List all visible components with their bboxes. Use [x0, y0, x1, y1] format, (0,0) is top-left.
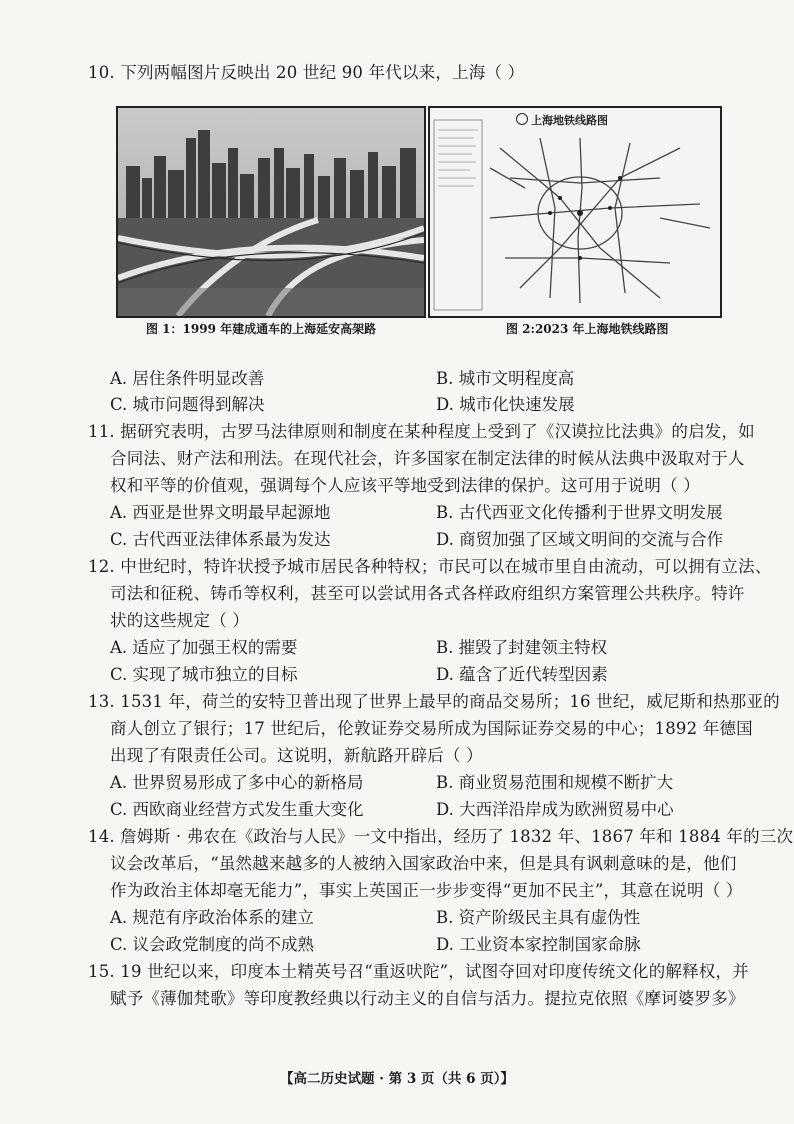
q13-option-d: D. 大西洋沿岸成为欧洲贸易中心 — [436, 800, 674, 819]
q10-option-a: A. 居住条件明显改善 — [110, 369, 265, 388]
q10-option-c: C. 城市问题得到解决 — [110, 395, 265, 414]
figure-2-caption: 图 2:2023 年上海地铁线路图 — [506, 322, 669, 336]
q12-option-d: D. 蕴含了近代转型因素 — [436, 665, 608, 684]
q14-option-a: A. 规范有序政治体系的建立 — [110, 908, 314, 927]
q12-stem-line-1: 12. 中世纪时，特许状授予城市居民各种特权；市民可以在城市里自由流动，可以拥有立法、 — [88, 557, 772, 576]
q15-stem-line-1: 15. 19 世纪以来，印度本土精英号召“重返吠陀”，试图夺回对印度传统文化的解释权，并 — [88, 962, 749, 981]
figure-1-elevated-road-photo — [116, 106, 426, 318]
q10-option-d: D. 城市化快速发展 — [436, 395, 575, 414]
q12-stem-line-3: 状的这些规定（ ） — [110, 611, 250, 630]
metro-map-title — [516, 112, 608, 128]
q14-option-b: B. 资产阶级民主具有虚伪性 — [436, 908, 641, 927]
q13-option-a: A. 世界贸易形成了多中心的新格局 — [110, 773, 364, 792]
q11-stem-line-1: 11. 据研究表明，古罗马法律原则和制度在某种程度上受到了《汉谟拉比法典》的启发，如 — [88, 422, 755, 441]
q15-stem-line-2: 赋予《薄伽梵歌》等印度教经典以行动主义的自信与活力。提拉克依照《摩诃婆罗多》 — [110, 989, 745, 1008]
q14-option-c: C. 议会政党制度的尚不成熟 — [110, 935, 315, 954]
city-photo-illustration — [118, 108, 424, 316]
q12-stem-line-2: 司法和征税、铸币等权利，甚至可以尝试用各式各样政府组织方案管理公共秩序。特许 — [110, 584, 745, 603]
q13-stem-line-3: 出现了有限责任公司。这说明，新航路开辟后（ ） — [110, 746, 483, 765]
metro-map-illustration — [430, 108, 720, 316]
q10-stem: 10. 下列两幅图片反映出 20 世纪 90 年代以来，上海（ ） — [88, 63, 525, 82]
page-footer: 【高二历史试题 · 第 3 页（共 6 页）】 — [280, 1071, 514, 1087]
q11-stem-line-3: 权和平等的价值观，强调每个人应该平等地受到法律的保护。这可用于说明（ ） — [110, 476, 700, 495]
q10-option-b: B. 城市文明程度高 — [436, 369, 575, 388]
q14-stem-line-3: 作为政治主体却毫无能力”，事实上英国正一步步变得“更加不民主”，其意在说明（ ） — [110, 881, 743, 900]
figure-2-metro-map — [428, 106, 722, 318]
q12-option-b: B. 摧毁了封建领主特权 — [436, 638, 608, 657]
q14-stem-line-1: 14. 詹姆斯 · 弗农在《政治与人民》一文中指出，经历了 1832 年、1867 年和 1884 年的三次 — [88, 827, 794, 846]
q12-option-c: C. 实现了城市独立的目标 — [110, 665, 298, 684]
metro-logo-icon — [516, 113, 528, 125]
q11-option-c: C. 古代西亚法律体系最为发达 — [110, 530, 331, 549]
figure-1-caption: 图 1：1999 年建成通车的上海延安高架路 — [146, 322, 377, 336]
q11-option-a: A. 西亚是世界文明最早起源地 — [110, 503, 331, 522]
q13-option-c: C. 西欧商业经营方式发生重大变化 — [110, 800, 364, 819]
q11-stem-line-2: 合同法、财产法和刑法。在现代社会，许多国家在制定法律的时候从法典中汲取对于人 — [110, 449, 745, 468]
q13-option-b: B. 商业贸易范围和规模不断扩大 — [436, 773, 674, 792]
q14-stem-line-2: 议会改革后，“虽然越来越多的人被纳入国家政治中来，但是具有讽刺意味的是，他们 — [110, 854, 737, 873]
metro-map-title-text: 上海地铁线路图 — [531, 114, 608, 127]
q12-option-a: A. 适应了加强王权的需要 — [110, 638, 298, 657]
q11-option-d: D. 商贸加强了区域文明间的交流与合作 — [436, 530, 724, 549]
q11-option-b: B. 古代西亚文化传播利于世界文明发展 — [436, 503, 723, 522]
q13-stem-line-2: 商人创立了银行；17 世纪后，伦敦证券交易所成为国际证券交易的中心；1892 年德国 — [110, 719, 753, 738]
q14-option-d: D. 工业资本家控制国家命脉 — [436, 935, 641, 954]
q13-stem-line-1: 13. 1531 年，荷兰的安特卫普出现了世界上最早的商品交易所；16 世纪，威尼斯和热那亚的 — [88, 692, 780, 711]
